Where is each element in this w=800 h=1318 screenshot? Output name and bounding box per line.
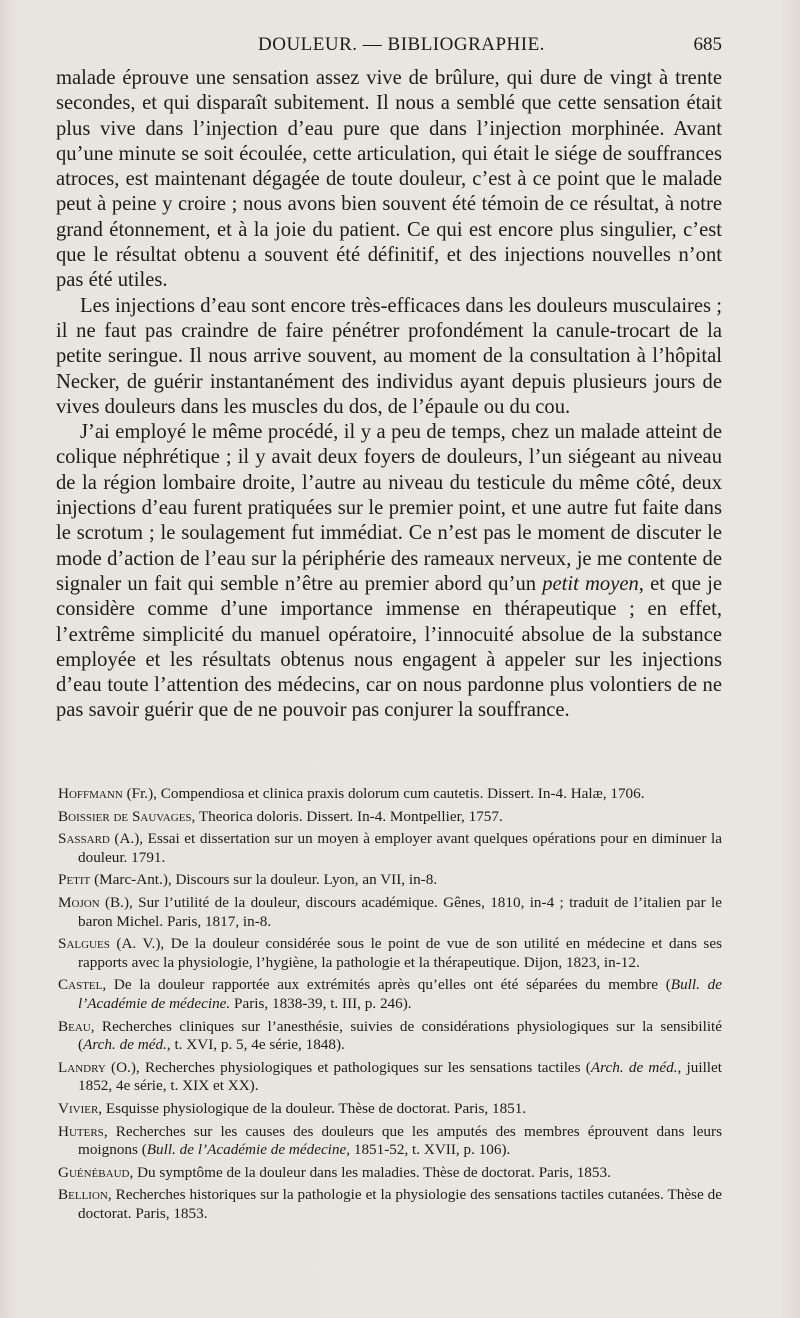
entry-author: Sassard: [58, 830, 110, 848]
entry-author: Boissier de Sauvages: [58, 807, 192, 825]
paragraph-text: J’ai employé le même procédé, il y a peu de temps, chez un malade atteint de colique néphrétique ; il y avait deux foyers de douleurs, l’un siégeant au niveau de la région lombaire droite, l’autre au niveau du testicule du même côté, deux injections d’eau furent pratiquées sur le premier point, et une autre fut faite dans le scrotum ; le soulagement fut immédiat. Ce n’est pas le moment de discuter le mode d’action de l’eau sur la périphérie des rameaux nerveux, je me contente de signaler un fait qui semble n’être au premier abord qu’un: [56, 421, 722, 595]
entry-author: Huters: [58, 1122, 104, 1140]
entry-text: , De la douleur rapportée aux extrémités après qu’elles ont été séparées du membre (: [102, 976, 671, 994]
paragraph: malade éprouve une sensation assez vive de brûlure, qui dure de vingt à trente secondes, et qui disparaît subitement. Il nous a semblé que cette sensation était plus vive dans l’injection d’eau pure que dans l’injection morphinée. Avant qu’une minute se soit écoulée, cette articulation, qui était le siége de souffrances atroces, est maintenant dégagée de toute douleur, c’est à ce point que le malade peut à peine y croire ; nous avons bien souvent été témoin de ce résultat, à notre grand étonnement, et à la joie du patient. Ce qui est encore plus singulier, c’est que le résultat obtenu a souvent été définitif, et des injections nouvelles n’ont pas été utiles.: [56, 67, 722, 292]
entry-author: Castel: [58, 976, 103, 994]
bibliography-entry: [58, 785, 722, 804]
entry-text: (Marc-Ant.), Discours sur la douleur. Lyon, an VII, in-8.: [90, 871, 438, 889]
entry-author: Hoffmann: [58, 785, 123, 802]
entry-text: , t. XVI, p. 5, 4e série, 1848).: [166, 1036, 345, 1054]
entry-text: , Esquisse physiologique de la douleur. Thèse de doctorat. Paris, 1851.: [98, 1099, 527, 1117]
entry-text: 1851-52, t. XVII, p. 106).: [350, 1141, 511, 1159]
entry-text: , Recherches historiques sur la pathologie et la physiologie des sensations tactiles cutanées. Thèse de doctorat. Paris, 1853.: [78, 1186, 722, 1222]
entry-author: Guénébaud: [58, 1163, 130, 1181]
bibliography-entry: [58, 1018, 722, 1055]
bibliography-entry: [58, 976, 722, 1013]
entry-author: Landry: [58, 1058, 106, 1076]
entry-journal: Bull. de l’Académie de médecine.: [78, 976, 722, 1012]
main-text: [56, 66, 722, 724]
bibliography-entry: [58, 1186, 722, 1223]
entry-text: (O.), Recherches physiologiques et pathologiques sur les sensations tactiles (: [105, 1058, 591, 1076]
bibliography-entry: [58, 894, 722, 931]
bibliography-entry: [58, 1123, 722, 1160]
bibliography: [58, 785, 722, 1227]
entry-author: Mojon: [58, 893, 100, 911]
bibliography-entry: [58, 830, 722, 867]
bibliography-entry: [58, 1100, 722, 1119]
entry-text: (A.), Essai et dissertation sur un moyen à employer avant quelques opérations pour en diminuer la douleur. 1791.: [78, 830, 722, 866]
bibliography-entry: [58, 935, 722, 972]
entry-text: (B.), Sur l’utilité de la douleur, discours académique. Gênes, 1810, in-4 ; traduit de l’italien par le baron Michel. Paris, 1817, in-8.: [78, 893, 722, 930]
entry-text: , Recherches sur les causes des douleurs que les amputés des membres éprouvent dans leurs moignons (: [78, 1122, 722, 1159]
entry-author: Bellion: [58, 1186, 108, 1204]
paragraph: Les injections d’eau sont encore très-efficaces dans les douleurs musculaires ; il ne faut pas craindre de faire pénétrer profondément la canule-trocart de la petite seringue. Il nous arrive souvent, au moment de la consultation à l’hôpital Necker, de guérir instantanément des individus ayant depuis plusieurs jours de vives douleurs dans les muscles du dos, de l’épaule ou du cou.: [56, 294, 722, 418]
entry-author: Petit: [58, 871, 91, 889]
bibliography-entry: [58, 871, 722, 890]
entry-author: Vivier: [58, 1099, 99, 1117]
entry-text: (Fr.), Compendiosa et clinica praxis dolorum cum cautetis. Dissert. In-4. Halæ, 1706.: [122, 785, 645, 802]
bibliography-entry: [58, 1059, 722, 1096]
entry-journal: Arch. de méd.: [590, 1058, 678, 1076]
entry-journal: Arch. de méd.: [83, 1036, 167, 1054]
page-number: 685: [693, 34, 722, 55]
entry-author: Salgues: [58, 935, 110, 953]
emphasis-text: petit moyen: [542, 572, 639, 595]
entry-text: (A. V.), De la douleur considérée sous le point de vue de son utilité en médecine et dans ses rapports avec la physiologie, l’hygiène, la pathologie et la thérapeutique. Dijon, 1823, in-12.: [78, 935, 722, 971]
running-header: [58, 34, 722, 60]
entry-text: , Du symptôme de la douleur dans les maladies. Thèse de doctorat. Paris, 1853.: [129, 1163, 611, 1181]
bibliography-entry: [58, 808, 722, 827]
entry-text: Paris, 1838-39, t. III, p. 246).: [230, 994, 412, 1012]
entry-text: , Recherches cliniques sur l’anesthésie, suivies de considérations physiologiques sur la sensibilité (: [78, 1017, 722, 1054]
paragraph: [56, 420, 722, 724]
entry-author: Beau: [58, 1017, 91, 1035]
entry-text: , Theorica doloris. Dissert. In-4. Montpellier, 1757.: [191, 807, 503, 825]
entry-journal: Bull. de l’Académie de médecine,: [146, 1141, 351, 1159]
running-title: DOULEUR. — BIBLIOGRAPHIE.: [258, 34, 545, 55]
bibliography-entry: [58, 1164, 722, 1183]
paragraph-text: , et que je considère comme d’une importance immense en thérapeutique ; en effet, l’extrême simplicité du manuel opératoire, l’innocuité absolue de la substance employée et les résultats obtenus nous engagent à appeler sur les injections d’eau toute l’attention des médecins, car on nous pardonne plus volontiers de ne pas savoir guérir que de ne pouvoir pas conjurer la souffrance.: [56, 572, 722, 722]
entry-text: , juillet 1852, 4e série, t. XIX et XX).: [78, 1058, 722, 1095]
